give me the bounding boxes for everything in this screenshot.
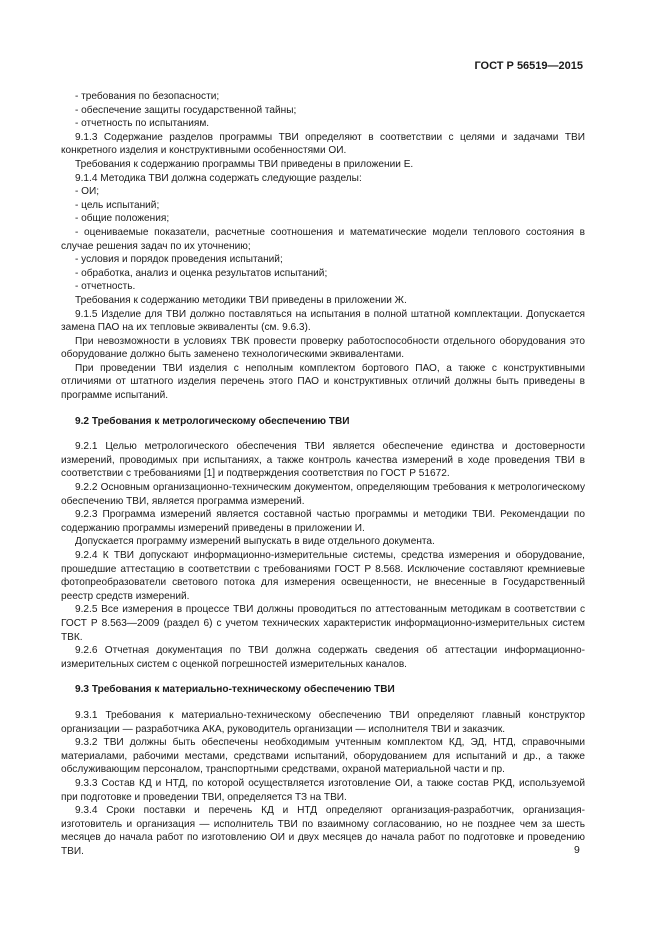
document-header: ГОСТ Р 56519—2015 bbox=[474, 60, 583, 72]
paragraph: 9.2.1 Целью метрологического обеспечения ТВИ является обеспечение единства и достоверности измерений, проводимых при испытаниях, а также контроль качества измерений в ходе проведения ТВИ в соответствии с требованиями [1] и подтверждения соответствия по ГОСТ Р 51672. bbox=[61, 441, 585, 480]
list-item: - общие положения; bbox=[75, 213, 170, 225]
page-number: 9 bbox=[574, 844, 580, 856]
list-item: - ОИ; bbox=[75, 186, 100, 198]
list-item: - цель испытаний; bbox=[75, 199, 160, 211]
list-item: - условия и порядок проведения испытаний; bbox=[75, 254, 283, 266]
paragraph: 9.2.6 Отчетная документация по ТВИ должна содержать сведения об аттестации информационно-измерительных систем с оценкой погрешностей измерительных каналов. bbox=[61, 645, 585, 670]
paragraph: 9.3.1 Требования к материально-техническому обеспечению ТВИ определяют главный конструктор организации — разработчика АКА, руководитель организации — исполнителя ТВИ и заказчик. bbox=[61, 709, 585, 735]
paragraph: 9.2.4 К ТВИ допускают информационно-измерительные системы, средства измерения и оборудование, прошедшие аттестацию в соответствии с требованиями ГОСТ Р 8.568. Исключение составляют кремниевые фотопреобразователи светового потока для измерения освещенности, не внесенные в Государственный реестр средств измерений. bbox=[61, 550, 585, 602]
paragraph: 9.3.3 Состав КД и НТД, по которой осуществляется изготовление ОИ, а также состав РКД, используемой при подготовке и проведении ТВИ, определяется ТЗ на ТВИ. bbox=[61, 777, 585, 803]
section-heading: 9.2 Требования к метрологическому обеспечению ТВИ bbox=[75, 415, 350, 427]
paragraph: Требования к содержанию методики ТВИ приведены в приложении Ж. bbox=[75, 294, 407, 306]
list-item: - оцениваемые показатели, расчетные соотношения и математические модели теплового состояния в случае решения задач по их уточнению; bbox=[61, 226, 585, 252]
page-body bbox=[61, 90, 585, 858]
paragraph: При невозможности в условиях ТВК провести проверку работоспособности отдельного оборудования это оборудование должно быть заменено технологическими эквивалентами. bbox=[61, 335, 585, 361]
section-heading: 9.3 Требования к материально-техническому обеспечению ТВИ bbox=[75, 684, 395, 696]
list-item: - отчетность по испытаниям. bbox=[75, 118, 210, 130]
paragraph: 9.2.2 Основным организационно-техническим документом, определяющим требования к метрологическому обеспечению ТВИ, является программа измерений. bbox=[61, 482, 585, 507]
paragraph: Допускается программу измерений выпускать в виде отдельного документа. bbox=[75, 536, 435, 548]
list-item: - обработка, анализ и оценка результатов испытаний; bbox=[75, 267, 328, 279]
paragraph: 9.2.3 Программа измерений является составной частью программы и методики ТВИ. Рекомендации по содержанию программы измерений приведены в приложении И. bbox=[61, 509, 585, 534]
paragraph: 9.1.4 Методика ТВИ должна содержать следующие разделы: bbox=[75, 172, 362, 184]
paragraph: 9.1.5 Изделие для ТВИ должно поставляться на испытания в полной штатной комплектации. Допускается замена ПАО на их тепловые эквиваленты (см. 9.6.3). bbox=[61, 308, 585, 334]
list-item: - обеспечение защиты государственной тайны; bbox=[75, 104, 297, 116]
paragraph: Требования к содержанию программы ТВИ приведены в приложении Е. bbox=[75, 158, 414, 170]
paragraph: 9.2.5 Все измерения в процессе ТВИ должны проводиться по аттестованным методикам в соответствии с ГОСТ Р 8.563—2009 (раздел 6) с учетом технических характеристик информационно-измерительных систем ТВК. bbox=[61, 604, 585, 643]
list-item: - отчетность. bbox=[75, 281, 136, 293]
list-item: - требования по безопасности; bbox=[75, 91, 220, 102]
paragraph: 9.3.2 ТВИ должны быть обеспечены необходимым учтенным комплектом КД, ЭД, НТД, справочными материалами, рабочими местами, средствами испытаний, оборудованием для испытаний и др., а также обслуживающим персоналом, транспортными средствами, охраной материальной части и пр. bbox=[61, 737, 585, 776]
paragraph: 9.3.4 Сроки поставки и перечень КД и НТД определяют организация-разработчик, организация-изготовитель и организация — исполнитель ТВИ по взаимному согласованию, но не позднее чем за шесть месяцев до начала работ по изготовлению ОИ и двух месяцев до начала работ по подготовке и проведению ТВИ. bbox=[61, 805, 585, 857]
paragraph: При проведении ТВИ изделия с неполным комплектом бортового ПАО, а также с конструктивными отличиями от штатного изделия перечень этого ПАО и конструктивных отличий должны быть приведены в программе испытаний. bbox=[61, 362, 585, 402]
paragraph: 9.1.3 Содержание разделов программы ТВИ определяют в соответствии с целями и задачами ТВИ конкретного изделия и конструктивными особенностями ОИ. bbox=[61, 131, 585, 157]
